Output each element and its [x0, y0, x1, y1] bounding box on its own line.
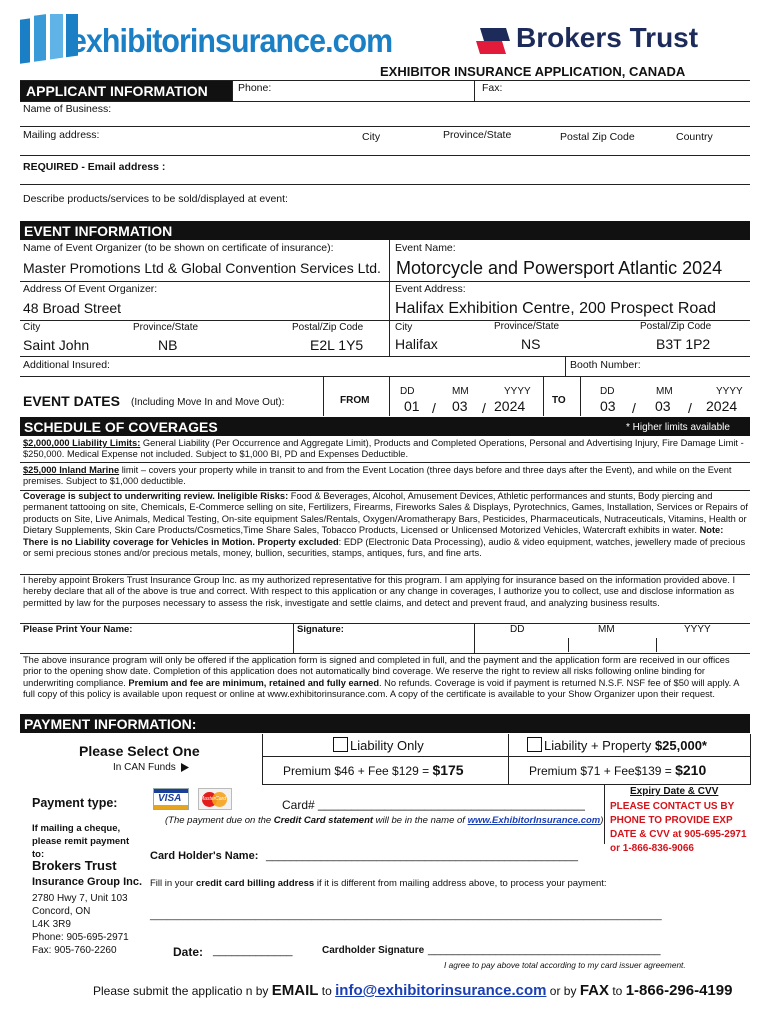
organizer-label: Name of Event Organizer (to be shown on certificate of insurance): [23, 242, 334, 254]
company-name-2: Insurance Group Inc. [32, 876, 143, 888]
to-label: TO [552, 395, 566, 406]
mastercard-text: MasterCard [200, 796, 227, 802]
statement-note [165, 815, 603, 826]
event-postal-value[interactable]: B3T 1P2 [656, 336, 711, 352]
statement-link[interactable]: www.ExhibitorInsurance.com [467, 815, 601, 826]
brokers-trust-mark-icon [476, 28, 510, 54]
liability-only-option[interactable] [262, 734, 509, 785]
premium2-text: Premium $71 + Fee$139 = [529, 764, 672, 778]
statement-note-bold: Credit Card statement [273, 815, 374, 826]
to-slash-1: / [632, 400, 636, 416]
date-input[interactable]: _____________ [213, 945, 293, 957]
offer-text-2: . No refunds. Coverage is void if payment is returned N.S.F. NSF fee of $50 will apply. A full copy of this policy is available upon request or online at www.exhibitorinsurance.com. A copy of the certificate is available to your Show Organizer upon their request. [23, 677, 739, 700]
phone-input[interactable] [280, 82, 470, 100]
liability-bold: $2,000,000 Liability Limits: [23, 438, 141, 448]
organizer-value[interactable]: Master Promotions Ltd & Global Convention Services Ltd. [23, 260, 381, 276]
statement-note-3: ) [600, 815, 604, 826]
company-address-1: 2780 Hwy 7, Unit 103 [32, 893, 128, 904]
to-month[interactable]: 03 [655, 398, 671, 414]
from-mm-label: MM [452, 386, 469, 397]
billing-address-input[interactable]: ____________________________________________________________________________________________ [150, 910, 662, 921]
cheque-text: If mailing a cheque, please remit payment to: [32, 823, 130, 860]
liability-property-amount: $25,000* [654, 738, 707, 753]
signature-input[interactable] [350, 626, 470, 650]
contact-text: PLEASE CONTACT US BY PHONE TO PROVIDE EXP DATE & CVV at 905-695-2971 or 1-866-836-9066 [610, 801, 747, 854]
sign-yyyy-label: YYYY [684, 624, 711, 635]
underwriting-bold: Coverage is subject to underwriting review. Ineligible Risks: [23, 491, 289, 501]
print-name-label: Please Print Your Name: [23, 624, 133, 635]
mailing-city-label: City [362, 131, 381, 143]
org-address-value[interactable]: 48 Broad Street [23, 300, 122, 316]
offer-bold: Premium and fee are minimum, retained and fully earned [128, 677, 379, 688]
booth-input[interactable] [646, 358, 746, 374]
mailing-input[interactable] [20, 140, 750, 154]
underwriting-paragraph [23, 491, 748, 559]
fax-label: Fax: [482, 82, 503, 94]
holder-label: Card Holder's Name: [150, 850, 259, 862]
brand-name: Brokers Trust [516, 22, 699, 53]
event-dates-title: EVENT DATES [23, 393, 120, 409]
company-fax: Fax: 905-760-2260 [32, 945, 117, 956]
date-label: Date: [173, 945, 204, 959]
liability-text: General Liability (Per Occurrence and Aggregate Limit), Products and Completed Operations, Personal and Advertising Injury, Fire Damage Limit - $250,000. Medical Expense not included. Subject to $1,000 BI, PD and Expenses Deductible. [23, 438, 744, 460]
to-dd-label: DD [600, 386, 615, 397]
email-input[interactable] [180, 158, 740, 180]
from-year[interactable]: 2024 [494, 398, 526, 414]
org-city-label: City [23, 322, 41, 333]
from-dd-label: DD [400, 386, 415, 397]
company-phone: Phone: 905-695-2971 [32, 932, 129, 943]
premium1-total: $175 [432, 762, 464, 778]
select-one: Please Select One [79, 743, 200, 759]
liability-property-checkbox[interactable] [527, 737, 542, 752]
company-name-1: Brokers Trust [32, 858, 117, 873]
footer-email-word: EMAIL [271, 982, 319, 999]
premium-liability-property [529, 762, 706, 778]
event-address-label: Event Address: [395, 283, 466, 295]
booth-label: Booth Number: [570, 359, 641, 371]
fax-input[interactable] [510, 82, 746, 100]
from-day[interactable]: 01 [404, 398, 420, 414]
additional-insured-input[interactable] [120, 358, 560, 374]
underwriting-text: Food & Beverages, Alcohol, Amusement Devices, Athletic performances and stunts, Body piercing and permanent tattooing on site, Chemicals, E-Commerce selling on site, Fertilizers, Firearms, Fireworks Sales & Displays, Pyrotechnics, Games, Installation, Services or Repairs of products on Site, Live Animals, Medical Testing, On-site equipment Sales/Rentals, Oxygen/Aromatherapy Bars, Pesticides, Pharmaceuticals, Nutraceuticals, Vitamins, Health or Dietary Supplements, Skin Care Products/Cosmetics,Time Share Sales, Tobacco Products, Licensed or Unlicensed Motorized Vehicles, Watercraft exhibits in water. [23, 491, 748, 536]
marine-paragraph [23, 465, 748, 488]
additional-insured-label: Additional Insured: [23, 359, 110, 371]
event-name-value[interactable]: Motorcycle and Powersport Atlantic 2024 [396, 258, 723, 278]
premium-liability [283, 762, 464, 778]
event-province-value[interactable]: NS [521, 336, 541, 352]
visa-text: VISA [158, 793, 182, 804]
can-funds: In CAN Funds [113, 762, 176, 773]
org-postal-label: Postal/Zip Code [292, 322, 364, 333]
email-label: REQUIRED - Email address : [23, 161, 166, 173]
footer-to-2: to [609, 984, 626, 998]
sign-dd-label: DD [510, 624, 525, 635]
form-title: EXHIBITOR INSURANCE APPLICATION, CANADA [380, 64, 686, 79]
business-label: Name of Business: [23, 103, 112, 115]
company-address-3: L4K 3R9 [32, 919, 71, 930]
footer-or-by: or by [546, 984, 580, 998]
liability-only-label: Liability Only [350, 738, 424, 753]
event-section-title: EVENT INFORMATION [24, 223, 173, 239]
visa-card-icon[interactable] [153, 788, 189, 810]
event-name-label: Event Name: [395, 242, 456, 254]
liability-paragraph [23, 438, 748, 461]
signature-label: Signature: [297, 624, 344, 635]
event-province-label: Province/State [494, 321, 560, 332]
event-postal-label: Postal/Zip Code [640, 321, 712, 332]
event-dates-subtitle: (Including Move In and Move Out): [131, 397, 285, 408]
org-postal-value[interactable]: E2L 1Y5 [310, 337, 364, 353]
to-mm-label: MM [656, 386, 673, 397]
liability-property-row [527, 737, 707, 753]
coverages-section-title: SCHEDULE OF COVERAGES [24, 419, 218, 435]
event-city-value[interactable]: Halifax [395, 336, 438, 352]
billing-bold: credit card billing address [195, 878, 315, 889]
applicant-section-title: APPLICANT INFORMATION [26, 83, 208, 99]
print-name-input[interactable] [22, 636, 290, 652]
marine-text: limit – covers your property while in transit to and from the Event Location (three days before and three days after the Event), and while on the Event premises. Subject to $1,000 deductible. [23, 465, 732, 487]
higher-limits: * Higher limits available [626, 422, 730, 433]
footer-fax-number: 1-866-296-4199 [625, 982, 733, 999]
org-province-value[interactable]: NB [158, 337, 178, 353]
statement-note-2: will be in the name of [373, 815, 468, 826]
liability-property-option[interactable] [507, 734, 751, 785]
footer-to: to [318, 984, 336, 998]
to-year[interactable]: 2024 [706, 398, 738, 414]
sign-mm-label: MM [598, 624, 615, 635]
from-label: FROM [340, 395, 370, 406]
triangle-right-icon [181, 763, 189, 772]
note-bold: Note: There is no Liability coverage for Vehicles in Motion. Property excluded [23, 525, 724, 547]
from-month[interactable]: 03 [452, 398, 468, 414]
card-number-label: Card# [282, 798, 315, 812]
to-day[interactable]: 03 [600, 398, 616, 414]
mailing-country-label: Country [676, 131, 713, 143]
note-text: : EDP (Electronic Data Processing), audio & video equipment, watches, jewellery made of precious or semi precious stones and/or precious metals, money, bullion, securities, stamps, antiques, furs, and fine arts. [23, 536, 746, 559]
phone-label: Phone: [238, 82, 272, 94]
billing-text-2: if it is different from mailing address above, to process your payment: [314, 878, 607, 889]
logo-text: exhibitorinsurance.com [70, 22, 393, 59]
to-slash-2: / [688, 400, 692, 416]
billing-text-1: Fill in your [150, 878, 196, 889]
premium1-text: Premium $46 + Fee $129 = [283, 764, 430, 778]
business-input[interactable] [120, 103, 740, 123]
org-city-value[interactable]: Saint John [23, 337, 90, 353]
expiry-label: Expiry Date & CVV [630, 786, 719, 797]
from-yyyy-label: YYYY [504, 386, 531, 397]
footer-fax-word: FAX [579, 982, 610, 999]
submit-footer [93, 982, 732, 999]
marine-bold: $25,000 Inland Marine [23, 465, 120, 475]
mailing-postal-label: Postal Zip Code [560, 131, 635, 143]
offer-text-1: The above insurance program will only be offered if the application form is signed and completed in full, and the payment and the application form are received in our offices prior to the opening show date. Completion of this application does not automatically bind coverage. We reserve the right to review all risks following online binding for underwriting compliance. [23, 655, 730, 688]
from-slash-1: / [432, 400, 436, 416]
payment-section-title: PAYMENT INFORMATION: [24, 716, 197, 732]
org-address-label: Address Of Event Organizer: [23, 283, 158, 295]
holder-input[interactable]: ___________________________________________________ [266, 850, 579, 862]
footer-email-link[interactable]: info@exhibitorinsurance.com [335, 982, 547, 999]
cardholder-signature-input[interactable]: ______________________________________ [428, 944, 661, 956]
cardholder-signature-label: Cardholder Signature [322, 945, 425, 956]
liability-only-checkbox[interactable] [333, 737, 348, 752]
sign-date-input[interactable] [478, 636, 748, 652]
card-number-input[interactable]: ________________________________________ [318, 797, 585, 811]
liability-property-label: Liability + Property [544, 738, 652, 753]
premium2-total: $210 [675, 762, 707, 778]
payment-type-label: Payment type: [32, 796, 118, 810]
company-address-2: Concord, ON [32, 906, 91, 917]
event-address-value[interactable]: Halifax Exhibition Centre, 200 Prospect Road [395, 300, 717, 317]
to-yyyy-label: YYYY [716, 386, 743, 397]
describe-input[interactable] [310, 190, 750, 214]
from-slash-2: / [482, 400, 486, 416]
describe-label: Describe products/services to be sold/displayed at event: [23, 193, 288, 205]
appoint-paragraph [23, 575, 748, 609]
footer-text-1: Please submit the applicatio n by [93, 984, 272, 998]
mastercard-icon[interactable] [198, 788, 232, 810]
offer-paragraph [23, 655, 748, 701]
billing-text [150, 878, 607, 889]
event-city-label: City [395, 322, 413, 333]
liability-only-row [333, 737, 424, 753]
appoint-text: I hereby appoint Brokers Trust Insurance Group Inc. as my authorized representative for this program. I am applying for insurance based on the information provided above. I hereby declare that all of the above is true and correct. With respect to this application or any change in coverages, I authorize you to collect, use and disclose information as permitted by law for the purposes necessary to assess the risk, investigate and settle claims, and detect and prevent fraud, and analyzing business results. [23, 575, 736, 608]
exhibitor-logo [18, 14, 393, 66]
agree-text: I agree to pay above total according to my card issuer agreement. [444, 960, 686, 970]
mailing-province-label: Province/State [443, 129, 512, 141]
statement-note-1: (The payment due on the [165, 815, 274, 826]
brokers-trust-logo [476, 22, 746, 58]
org-province-label: Province/State [133, 322, 199, 333]
mailing-label: Mailing address: [23, 129, 100, 141]
